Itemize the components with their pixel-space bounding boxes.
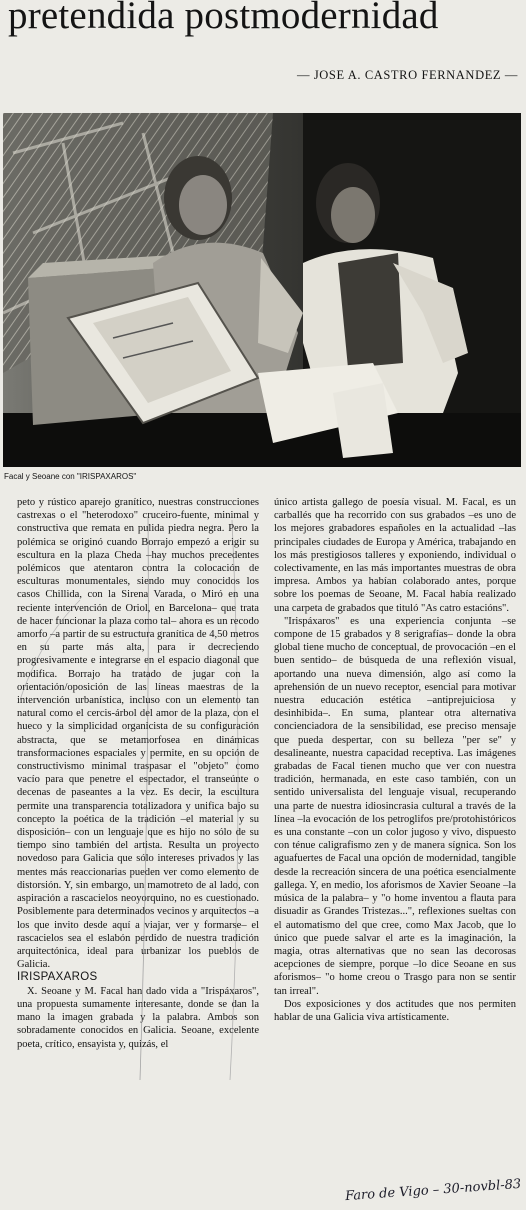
handwritten-note: Faro de Vigo – 30-novbl-83 — [344, 1176, 522, 1205]
body-paragraph: único artista gallego de poesía visual. M. Facal, es un carballés que ha recorrido con sus grabados –es uno de los mejores grabadores españoles en la actualidad –las principales ciudades de Europa y América, trabajando en los más prestigiosos talleres y exponiendo, individual o colectivamente, en las más importantes muestras de obra impresa. Ambos ya habían colaborado antes, porque sobre los poemas de Seoane, M. Facal había realizado una carpeta de grabados que tituló "As catro estacións". — [274, 497, 516, 614]
photo-caption: Facal y Seoane con "IRISPAXAROS" — [4, 472, 137, 481]
body-paragraph: peto y rústico aparejo granítico, nuestras construcciones castrexas o el "heterodoxo" cruceiro-fuente, minimal y constructiva que remata en pulida piedra negra. Pero la polémica se originó cuando Borrajo empezó a erigir su escultura en la plaza Cheda –hay muchos precedentes polémicos que atentaron contra la colocación de esculturas monumentales, siendo muy conocidos los casos Chillida, con la Sirena Varada, o Miró en una reciente intervención de Oriol, en Barcelona– que trata de hacer funcionar la plaza como tal– ahora es un recodo amorfo –a partir de su estructura granítica de 4,50 metros en su parte más alta, para ir decreciendo progresivamente e integrarse en el espacio diagonal que modifica. Borrajo ha tratado de jugar con la orientación/oposición de las líneas maestras de la intervención urbanística, incluso con un elemento tan natural como el cercis-árbol del amor de la plaza, con el hueco y la simplicidad organicista de su configuración abstracta, que se metamorfosea en dinámicas transformaciones espaciales y permite, en su opción de constructivismo minimal traspasar el "objeto" como vacío para que penetre el espectador, el transeúnte o decenas de paseantes a la vez. Es decir, la escultura permite una transparencia totalizadora y unifica bajo su concepto la poética de la tradición –el material y su disposición– con un lenguaje que es hijo no sólo de su tiempo sino también del artista. Resulta un proyecto novedoso para Galicia que sólo intereses privados y las mentes más reaccionarias pueden ver como elemento de distorsión. Y, sin embargo, un mamotreto de al lado, con aspiración a rascacielos neoyorquino, no es cuestionado. Posiblemente para determinados vecinos y arquitectos –a los que invito desde aquí a viajar, ver y formarse– el rascacielos sea el eslabón perdido de nuestra tradición arquitectónica, ideal para urbanizar los pueblos de Galicia. — [17, 497, 259, 971]
body-paragraph: X. Seoane y M. Facal han dado vida a "Irispáxaros", una propuesta sumamente interesante, donde se dan la mano la imagen grabada y la palabra. Ambos son sobradamente conocidos en Galicia. Seoane, excelente poeta, crítico, ensayista y, quizás, el — [17, 985, 259, 1050]
section-subhead: IRISPAXAROS — [17, 971, 98, 984]
body-paragraph: "Irispáxaros" es una experiencia conjunta –se compone de 15 grabados y 8 serigrafías– donde la obra global tiene mucho de conceptual, de provocación –en el buen sentido– de búsqueda de una reflexión visual, aportando una nueva dimensión, algo así como la aprehensión de un nuevo receptor, esencial para motivar nuestra educación estética –antiprejuiciosa y desinhibida–. En suma, plantear otra alternativa concienciadora de la sensibilidad, ese preciso mensaje que pueda despertar, con su belleza "per se" y desalineante, nuestra capacidad receptiva. Las imágenes grabadas de Facal tienen mucho que ver con nuestra tradición, hermanada, en este caso también, con un sentido universalista del lenguaje visual, recuperando una parte de nuestra idiosincrasia cultural a través de la línea –la evocación de los petroglifos pre/protohistóricos es una constante –con un color jugoso y vivo, dispuesto con ténue caligrafismo zen y de manera sígnica. Son los aguafuertes de Facal una opción de modernidad, tangible desde la recreación sincera de una poética esencialmente gallega. Y, en medio, los aforismos de Xavier Seoane –la música de la palabra– y "o home inventou a flauta para disuadir as Grandes Tristezas...", reflexiones sueltas con el automatismo del que cree, como Max Jacob, que lo único que puede salvar el arte es la imaginación, la magia, otras alternativas que no sean las decorosas acepciones de siempre, porque –lo dice Seoane en sus aforismos– "o home creou o Trasgo para non se sentir tan irreal". — [274, 615, 516, 997]
article-column-left — [17, 496, 259, 1051]
headline: pretendida postmodernidad — [8, 0, 439, 37]
byline: — JOSE A. CASTRO FERNANDEZ — — [297, 68, 518, 82]
article-column-right — [274, 496, 516, 1024]
body-paragraph: Dos exposiciones y dos actitudes que nos permiten hablar de una Galicia viva artísticamente. — [274, 998, 516, 1023]
article-photo — [3, 113, 521, 467]
